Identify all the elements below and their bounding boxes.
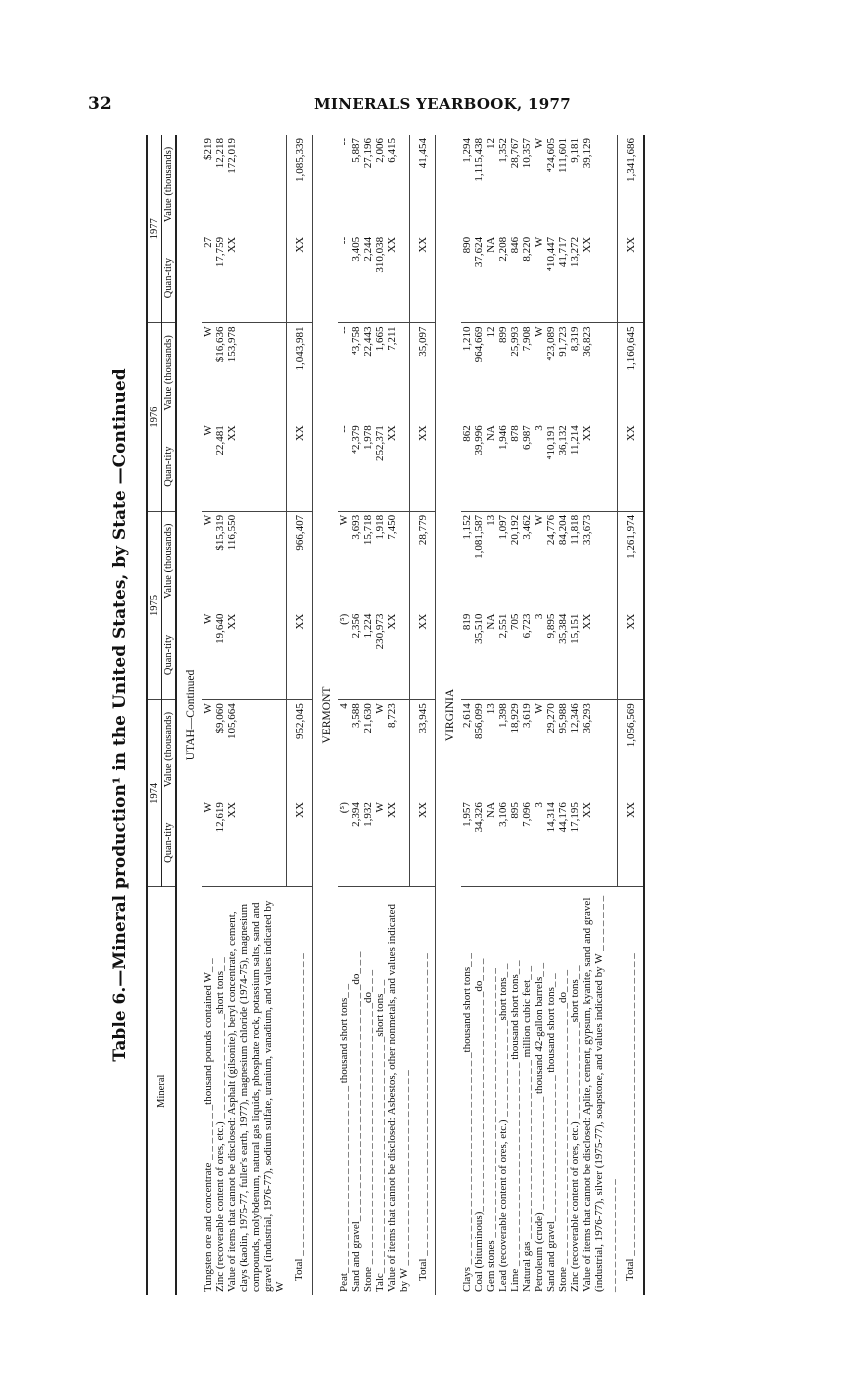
divider-line [643,135,644,1295]
table-row [509,135,521,1295]
value-cell: 153,978 [226,326,238,363]
value-cell: 899 [497,326,509,343]
total-cell: XX [410,422,436,511]
value-cell: 12 [485,138,497,149]
value-cell: 28,767 [509,138,521,169]
total-cell: XX [410,234,436,323]
total-label: Total _ _ _ _ _ _ _ _ _ _ _ _ _ _ _ _ _ _ _ _ _ _ _ _ _ _ _ _ _ _ _ _ _ _ _ _ _ [416,953,429,1281]
value-cell: 11,818 [569,514,581,545]
table-row [473,135,485,1295]
value-cell: ⁴3,758 [349,326,362,356]
section-header-row [176,135,202,1295]
value-cell: 13 [485,703,497,715]
value-cell: W [202,703,214,714]
value-cell: 4 [337,703,350,709]
total-cell: 41,454 [410,135,436,234]
value-header: Value (thousands) [162,323,177,422]
value-cell: W [533,138,545,149]
quantity-cell: 846 [509,234,521,323]
quantity-cell: 34,326 [473,799,485,887]
quantity-cell: 2,244 [362,234,374,323]
quantity-cell: -- [338,422,350,511]
mineral-name: Lead (recoverable content of ores, etc.) _ _ _ _ _ _ _ _ _ _ _ _short tons_ _ [497,963,509,1292]
quantity-cell: ⁴2,379 [350,422,362,511]
value-cell: 91,723 [557,326,569,357]
total-cell: XX [617,234,643,323]
value-cell: 1,918 [373,514,386,540]
value-cell: $15,319 [214,514,226,551]
quantity-cell: 17,195 [569,799,581,887]
total-cell: XX [286,611,312,700]
value-cell: 3,619 [521,703,533,728]
quantity-cell: 14,314 [545,799,557,887]
value-cell: -- [337,326,350,334]
quantity-cell: ⁴10,447 [545,234,557,323]
value-cell: 18,929 [509,703,521,734]
total-cell: 1,341,686 [617,135,643,234]
quantity-cell: 1,957 [461,799,473,887]
table-row [386,135,410,1295]
quantity-cell: 22,481 [214,422,226,511]
total-cell: 1,043,981 [286,323,312,422]
quantity-cell: 35,384 [557,611,569,700]
quantity-cell: 878 [509,422,521,511]
quantity-cell: (⁵) [338,799,350,887]
quantity-cell: 44,176 [557,799,569,887]
quantity-cell: 27 [202,234,214,323]
quantity-cell: XX [386,799,410,887]
table-row [374,135,386,1295]
value-header: Value (thousands) [162,135,177,234]
year-header-1974: 1974 [147,700,162,887]
quantity-cell: XX [581,234,617,323]
quantity-cell: ⁴10,191 [545,422,557,511]
quantity-cell: 310,038 [374,234,386,323]
quantity-cell: 230,973 [374,611,386,700]
value-cell: 7,211 [385,326,398,351]
mineral-name: Value of items that cannot be disclosed: Asbestos, other nonmetals, and values indicated by W _ _ _ _ _ _ _ _ _ _ _ _ _ _ _ _ _ _ _ _ _ _ _ _ [385,904,410,1292]
value-cell: W [337,514,350,526]
value-cell: 1,665 [373,326,386,352]
total-cell: 33,945 [410,700,436,799]
value-cell: 13 [485,514,497,526]
value-cell: 33,673 [581,514,593,546]
total-row [286,135,312,1295]
total-cell: 28,779 [410,511,436,610]
page-number: 32 [88,94,112,114]
quantity-cell: 862 [461,422,473,511]
value-cell: 36,823 [581,326,593,357]
quantity-cell: 2,394 [350,799,362,887]
table-row [497,135,509,1295]
table-row [226,135,286,1295]
quantity-cell: 1,224 [362,611,374,700]
mineral-name: Sand and gravel_ _ _ _ _ _ _ _ _ _ _ _ _ _ _ _ _ _ thousand short tons_ _ [545,973,557,1292]
mineral-name: Petroleum (crude) _ _ _ _ _ _ _ _ _ _ _ _ _ _ thousand 42-gallon barrels_ _ [533,962,545,1292]
quantity-cell: XX [386,611,410,700]
quantity-cell: XX [581,611,617,700]
quantity-cell: XX [581,799,617,887]
value-cell: 20,192 [509,514,521,546]
value-cell: 1,352 [497,138,509,163]
total-cell: 1,085,339 [286,135,312,234]
total-cell: 966,407 [286,511,312,610]
quantity-header: Quan-tity [162,234,177,323]
mineral-name: Natural gas _ _ _ _ _ _ _ _ _ _ _ _ _ _ _ _ _ _ _ _ _ _ million cubic feet_ _ [521,966,533,1292]
quantity-cell: 1,946 [497,422,509,511]
value-cell: 1,210 [461,326,473,352]
quantity-cell: 3,106 [497,799,509,887]
table-row [569,135,581,1295]
quantity-cell: 37,624 [473,234,485,323]
quantity-cell: XX [226,611,286,700]
value-cell: 3,588 [349,703,362,728]
quantity-cell: 11,214 [569,422,581,511]
total-cell: 952,045 [286,700,312,799]
table-row [521,135,533,1295]
mineral-name: Sand and gravel_ _ _ _ _ _ _ _ _ _ _ _ _ _ _ _ _ _ _ _ _ _ _ _ _ _ _ _ _do_ _ _ [349,951,362,1292]
value-cell: 1,398 [497,703,509,728]
value-cell: 36,293 [581,703,593,734]
value-cell: 8,319 [569,326,581,352]
value-cell: 9,181 [569,138,581,163]
quantity-cell: 6,723 [521,611,533,700]
value-cell: 105,664 [226,703,238,739]
table-row [485,135,497,1295]
quantity-header: Quan-tity [162,422,177,511]
quantity-cell: XX [386,234,410,323]
total-cell: 35,097 [410,323,436,422]
mineral-name: Stone _ _ _ _ _ _ _ _ _ _ _ _ _ _ _ _ _ _ _ _ _ _ _ _ _ _ _ _ _ _ _ _do_ _ _ [557,969,569,1292]
value-header: Value (thousands) [162,700,177,799]
table-row [350,135,362,1295]
value-cell: 6,415 [385,138,398,163]
quantity-cell: 819 [461,611,473,700]
mineral-name: Talc_ _ _ _ _ _ _ _ _ _ _ _ _ _ _ _ _ _ _ _ _ _ _ _ _ _ _ _ _short tons_ _ [373,979,386,1292]
total-cell: XX [410,799,436,887]
quantity-cell: 6,987 [521,422,533,511]
mineral-name: Value of items that cannot be disclosed: Aplite, cement, gypsum, kyanite, sand and gravel (industrial, 1976-77), silver (1975-77), soapstone, and values indicated by W _ _ _ _ _ _ _ _ _ _ _ _ _ _ _ _ _ _ _ _ _ [581,895,617,1292]
value-cell: ⁴23,089 [545,326,557,361]
year-header-1975: 1975 [147,511,162,699]
mineral-name: Peat_ _ _ _ _ _ _ _ _ _ _ _ _ _ _ _ _ _ _ _ _ _ _ thousand short tons_ _ [337,984,350,1292]
quantity-cell: 895 [509,799,521,887]
value-cell: 1,115,438 [473,138,485,182]
value-cell: 21,630 [361,703,374,734]
quantity-header: Quan-tity [162,799,177,887]
quantity-cell: 3 [533,611,545,700]
quantity-cell: XX [581,422,617,511]
year-header-1977: 1977 [147,135,162,323]
total-cell: XX [410,611,436,700]
value-cell: 3,693 [349,514,362,540]
value-header: Value (thousands) [162,511,177,610]
section-title: VIRGINIA [444,688,456,742]
mineral-name: Clays _ _ _ _ _ _ _ _ _ _ _ _ _ _ _ _ _ _ _ _ _ _ _ _ _ _thousand short tons_ _ [461,953,473,1292]
quantity-cell: W [202,799,214,887]
value-cell: 12,218 [214,138,226,169]
quantity-cell: W [202,611,214,700]
value-cell: W [202,514,214,526]
total-cell: XX [617,611,643,700]
quantity-cell: 13,272 [569,234,581,323]
mineral-production-table [146,135,645,1295]
quantity-cell: NA [485,234,497,323]
value-cell: 25,993 [509,326,521,357]
value-cell: 27,196 [361,138,374,169]
quantity-cell: XX [226,799,286,887]
quantity-cell: XX [386,422,410,511]
value-cell: $9,060 [214,703,226,734]
table-row [581,135,617,1295]
table-body [176,135,644,1295]
value-cell: $16,636 [214,326,226,363]
quantity-cell: 9,895 [545,611,557,700]
quantity-cell: 7,096 [521,799,533,887]
quantity-cell: 2,356 [350,611,362,700]
value-cell: 7,450 [385,514,398,540]
table-row [545,135,557,1295]
total-cell: XX [286,234,312,323]
quantity-cell: 890 [461,234,473,323]
quantity-cell: 2,208 [497,234,509,323]
value-cell: 856,099 [473,703,485,739]
section-divider [643,135,644,1295]
table-row [461,135,473,1295]
mineral-name: Coal (bituminous)_ _ _ _ _ _ _ _ _ _ _ _ _ _ _ _ _ _ _ _ _ _ _ _ _ _ _do_ _ _ [473,958,485,1292]
value-cell: 3,462 [521,514,533,540]
total-cell: 1,261,974 [617,511,643,610]
value-cell: 24,776 [545,514,557,546]
table-row [533,135,545,1295]
quantity-cell: 3 [533,422,545,511]
quantity-cell: NA [485,799,497,887]
value-cell: 172,019 [226,138,238,174]
value-cell: 22,443 [361,326,374,357]
value-cell: 1,097 [497,514,509,540]
section-title: VERMONT [320,686,333,744]
running-head: MINERALS YEARBOOK, 1977 [314,95,571,113]
total-cell: 1,056,569 [617,700,643,799]
value-cell: 2,006 [373,138,386,163]
value-cell: 111,601 [557,138,569,173]
quantity-cell: 705 [509,611,521,700]
value-cell: 8,723 [385,703,398,728]
value-cell: 84,204 [557,514,569,546]
mineral-name: Zinc (recoverable content of ores, etc.) _ _ _ _ _ _ _ _ _ _ _ _ _short tons_ _ [214,957,226,1292]
value-cell: 39,129 [581,138,593,169]
quantity-cell: 3,405 [350,234,362,323]
quantity-cell: NA [485,422,497,511]
mineral-name: Value of items that cannot be disclosed: Asphalt (gilsonite), beryl concentrate, cement, clays (kaolin, 1975-77, fuller's earth, 1977), magnesium chloride (1974-75), magnesium compounds, molybdenum, natural gas liquids, phosphate rock, potassium salts, sand and gravel (industrial, 1976-77), sodium sulfate, uranium, vanadium, and values indicated by W [226,900,286,1292]
quantity-cell: 39,996 [473,422,485,511]
quantity-cell: 41,717 [557,234,569,323]
value-cell: 12 [485,326,497,338]
total-cell: XX [617,799,643,887]
quantity-cell: 8,220 [521,234,533,323]
value-cell: -- [337,138,350,146]
table-row [557,135,569,1295]
total-label: Total _ _ _ _ _ _ _ _ _ _ _ _ _ _ _ _ _ _ _ _ _ _ _ _ _ _ _ _ _ _ _ _ _ _ _ _ _ [293,953,305,1281]
quantity-cell: 15,151 [569,611,581,700]
year-header-1976: 1976 [147,323,162,511]
mineral-name: Gem stones _ _ _ _ _ _ _ _ _ _ _ _ _ _ _ _ _ _ _ _ _ _ _ _ _ _ _ _ _ _ _ _ _ [485,968,497,1292]
value-cell: $219 [202,138,214,160]
total-cell: XX [286,799,312,887]
quantity-cell: 1,932 [362,799,374,887]
value-cell: 5,887 [349,138,362,163]
quantity-cell: W [374,799,386,887]
table-row [362,135,374,1295]
quantity-cell: W [533,234,545,323]
value-cell: 10,357 [521,138,533,169]
table-row [214,135,226,1295]
quantity-cell: 17,759 [214,234,226,323]
table-row [202,135,214,1295]
section-header-row [436,135,461,1295]
value-cell: 1,081,587 [473,514,485,559]
table-row [338,135,350,1295]
value-cell: W [533,703,545,714]
quantity-cell: 2,551 [497,611,509,700]
mineral-name: Lime _ _ _ _ _ _ _ _ _ _ _ _ _ _ _ _ _ _ _ _ _ _ _ _ _ thousand short tons_ _ [509,960,521,1292]
value-cell: W [202,326,214,337]
quantity-cell: 252,371 [374,422,386,511]
value-cell: 964,669 [473,326,485,363]
mineral-name: Stone _ _ _ _ _ _ _ _ _ _ _ _ _ _ _ _ _ _ _ _ _ _ _ _ _ _ _ _ _ _ _ _do_ _ _ [361,969,374,1292]
value-cell: 7,908 [521,326,533,352]
value-cell: 1,152 [461,514,473,540]
quantity-cell: 19,640 [214,611,226,700]
total-row [410,135,436,1295]
quantity-cell: (⁵) [338,611,350,700]
value-cell: 29,270 [545,703,557,734]
quantity-header: Quan-tity [162,611,177,700]
value-cell: 12,346 [569,703,581,734]
section-title: UTAH—Continued [185,669,197,761]
total-label: Total _ _ _ _ _ _ _ _ _ _ _ _ _ _ _ _ _ _ _ _ _ _ _ _ _ _ _ _ _ _ _ _ _ _ _ _ _ [624,953,636,1281]
quantity-cell: 1,978 [362,422,374,511]
total-cell: XX [286,422,312,511]
quantity-cell: W [202,422,214,511]
mineral-column-header: Mineral [147,887,176,1295]
quantity-cell: XX [226,234,286,323]
quantity-cell: 12,619 [214,799,226,887]
total-cell: XX [617,422,643,511]
quantity-cell: -- [338,234,350,323]
value-cell: 1,294 [461,138,473,163]
value-cell: W [373,703,386,714]
table-title: Table 6.—Mineral production¹ in the United States, by State —Continued [110,368,130,1062]
quantity-cell: XX [226,422,286,511]
value-cell: W [533,514,545,526]
value-cell: 2,614 [461,703,473,728]
value-cell: 95,988 [557,703,569,734]
total-cell: 1,160,645 [617,323,643,422]
mineral-name: Zinc (recoverable content of ores, etc.) _ _ _ _ _ _ _ _ _ _ _ _short tons_ _ [569,965,581,1292]
rotated-table-block [110,135,750,1295]
value-cell: 116,550 [226,514,238,551]
quantity-cell: 3 [533,799,545,887]
total-row [617,135,643,1295]
quantity-cell: 35,510 [473,611,485,700]
section-header-row [313,135,338,1295]
quantity-cell: NA [485,611,497,700]
mineral-name: Tungsten ore and concentrate _ _ _ _ _ _ _thousand pounds contained W_ _ [202,958,214,1292]
value-cell: ⁴24,605 [545,138,557,173]
value-cell: W [533,326,545,337]
quantity-cell: 36,132 [557,422,569,511]
value-cell: 15,718 [361,514,374,546]
